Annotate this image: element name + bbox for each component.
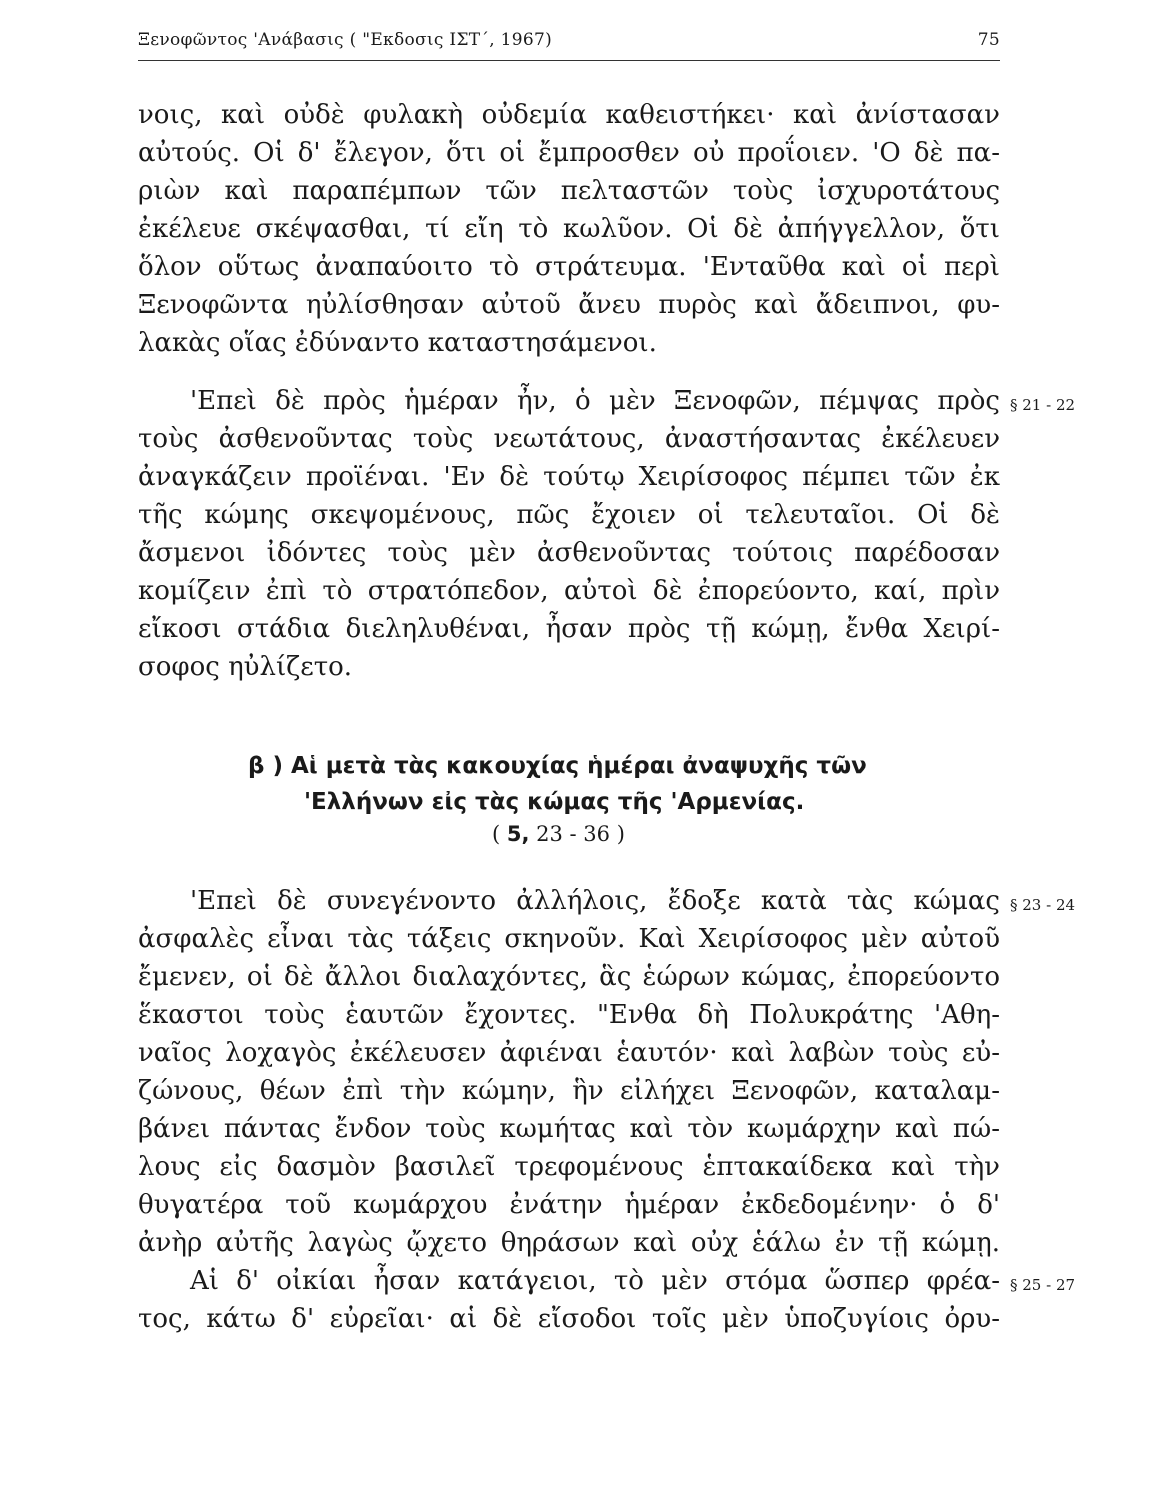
text-line: ἀσφαλὲς εἶναι τὰς τάξεις σκηνοῦν. Καὶ Χειρίσοφος μὲν αὐτοῦ	[138, 924, 1000, 954]
text-line: κομίζειν ἐπὶ τὸ στρατόπεδον, αὐτοὶ δὲ ἐπορεύοντο, καί, πρὶν	[138, 576, 1000, 606]
section-heading	[248, 748, 928, 820]
text-line: εἴκοσι στάδια διεληλυθέναι, ἦσαν πρὸς τῇ κώμῃ, ἔνθα Χειρί-	[138, 614, 1000, 644]
section-ref-book: 5,	[506, 822, 530, 846]
text-line: νοις, καὶ οὐδὲ φυλακὴ οὐδεμία καθειστήκει· καὶ ἀνίστασαν	[138, 100, 1000, 130]
text-line: τος, κάτω δ' εὐρεῖαι· αἱ δὲ εἴσοδοι τοῖς μὲν ὑποζυγίοις ὀρυ-	[138, 1304, 1000, 1334]
text-line: ἄσμενοι ἰδόντες τοὺς μὲν ἀσθενοῦντας τούτοις παρέδοσαν	[138, 538, 1000, 568]
running-head	[138, 30, 1000, 60]
text-line: αὐτούς. Οἱ δ' ἔλεγον, ὅτι οἱ ἔμπροσθεν οὐ προΐοιεν. 'Ο δὲ πα-	[138, 138, 1000, 168]
text-line: Ξενοφῶντα ηὐλίσθησαν αὐτοῦ ἄνευ πυρὸς καὶ ἄδειπνοι, φυ-	[138, 290, 1000, 320]
paragraph-3	[138, 882, 1000, 1262]
text-line: 'Επεὶ δὲ συνεγένοντο ἀλλήλοις, ἔδοξε κατὰ τὰς κώμας	[190, 886, 1000, 916]
text-line: ριὼν καὶ παραπέμπων τῶν πελταστῶν τοὺς ἰσχυροτάτους	[138, 176, 1000, 206]
text-line: Αἱ δ' οἰκίαι ἦσαν κατάγειοι, τὸ μὲν στόμα ὥσπερ φρέα-	[190, 1266, 1000, 1296]
marginal-section-ref: § 21 - 22	[1010, 396, 1076, 414]
text-line: ζώνους, θέων ἐπὶ τὴν κώμην, ἣν εἰλήχει Ξενοφῶν, καταλαμ-	[138, 1076, 1000, 1106]
text-line: ναῖος λοχαγὸς ἐκέλευσεν ἀφιέναι ἑαυτόν· καὶ λαβὼν τοὺς εὐ-	[138, 1038, 1000, 1068]
text-line: σοφος ηὐλίζετο.	[138, 652, 353, 682]
text-line: ὅλον οὕτως ἀναπαύοιτο τὸ στράτευμα. 'Ενταῦθα καὶ οἱ περὶ	[138, 252, 1000, 282]
text-line: ἕκαστοι τοὺς ἑαυτῶν ἔχοντες. "Ενθα δὴ Πολυκράτης 'Αθη-	[138, 1000, 1000, 1030]
text-line: ἀναγκάζειν προϊέναι. 'Εν δὲ τούτῳ Χειρίσοφος πέμπει τῶν ἐκ	[138, 462, 1000, 492]
section-heading-line-1: β ) Αἱ μετὰ τὰς κακουχίας ἡμέραι ἀναψυχῆς τῶν	[248, 753, 867, 779]
text-line: τοὺς ἀσθενοῦντας τοὺς νεωτάτους, ἀναστήσαντας ἐκέλευεν	[138, 424, 1000, 454]
paragraph-2	[138, 382, 1000, 686]
text-line: ἔμενεν, οἱ δὲ ἄλλοι διαλαχόντες, ἃς ἑώρων κώμας, ἐπορεύοντο	[138, 962, 1000, 992]
section-ref-range: 23 - 36 )	[529, 822, 625, 846]
paragraph-1	[138, 96, 1000, 362]
text-line: τῆς κώμης σκεψομένους, πῶς ἔχοιεν οἱ τελευταῖοι. Οἱ δὲ	[138, 500, 1000, 530]
section-ref-open: (	[492, 822, 507, 846]
marginal-section-ref: § 23 - 24	[1010, 896, 1076, 914]
text-line: 'Επεὶ δὲ πρὸς ἡμέραν ἦν, ὁ μὲν Ξενοφῶν, πέμψας πρὸς	[190, 386, 1000, 416]
section-heading-line-2: 'Ελλήνων εἰς τὰς κώμας τῆς 'Αρμενίας.	[304, 789, 805, 815]
page-number: 75	[977, 30, 1000, 50]
section-reference	[492, 822, 625, 846]
text-line: θυγατέρα τοῦ κωμάρχου ἐνάτην ἡμέραν ἐκδεδομένην· ὁ δ'	[138, 1190, 1000, 1220]
running-head-title: Ξενοφῶντος 'Ανάβασις ( "Εκδοσις ΙΣΤ΄, 1967)	[138, 30, 553, 50]
text-line: λακὰς οἵας ἐδύναντο καταστησάμενοι.	[138, 328, 657, 358]
text-line: λους εἰς δασμὸν βασιλεῖ τρεφομένους ἑπτακαίδεκα καὶ τὴν	[138, 1152, 1000, 1182]
text-line: βάνει πάντας ἔνδον τοὺς κωμήτας καὶ τὸν κωμάρχην καὶ πώ-	[138, 1114, 1000, 1144]
marginal-section-ref: § 25 - 27	[1010, 1276, 1076, 1294]
header-rule	[138, 60, 1000, 61]
text-line: ἀνὴρ αὐτῆς λαγὼς ᾤχετο θηράσων καὶ οὐχ ἑάλω ἐν τῇ κώμῃ.	[138, 1228, 1000, 1258]
text-line: ἐκέλευε σκέψασθαι, τί εἴη τὸ κωλῦον. Οἱ δὲ ἀπήγγελλον, ὅτι	[138, 214, 1000, 244]
paragraph-4	[138, 1262, 1000, 1338]
